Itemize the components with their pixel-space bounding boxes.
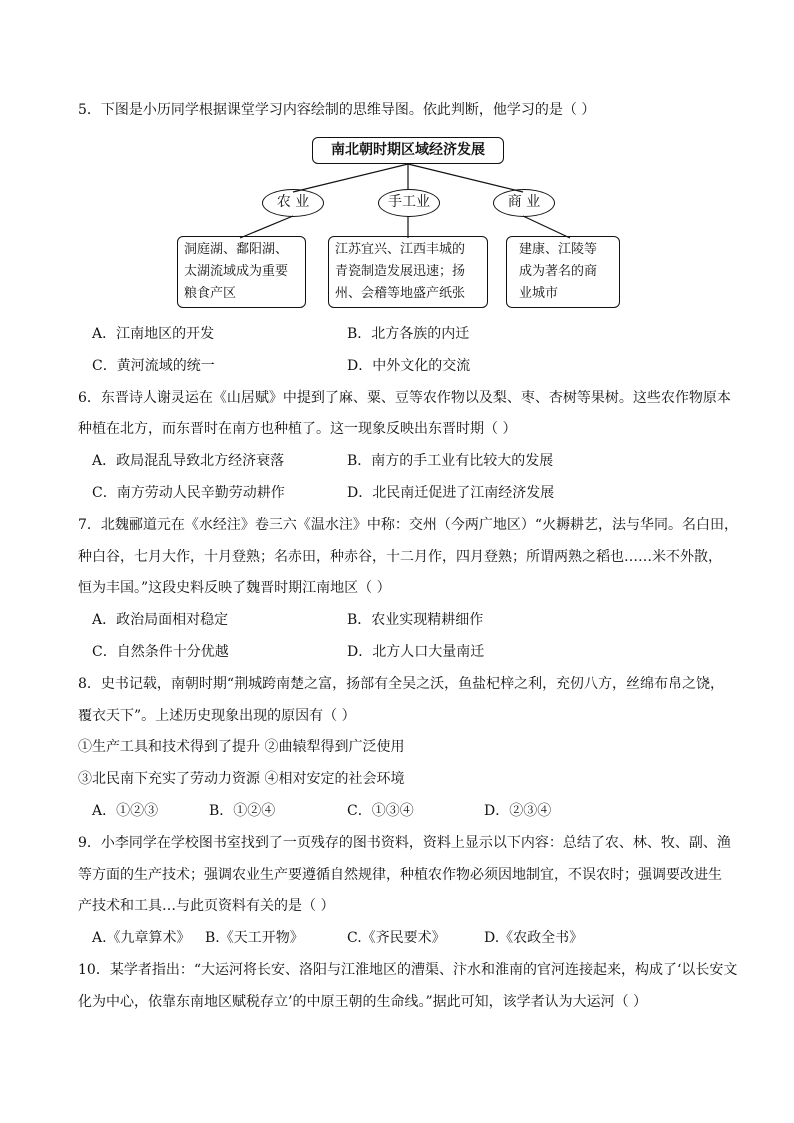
- q9-option-c[interactable]: C.《齐民要术》: [347, 930, 446, 946]
- mindmap-box-handicraft: [328, 236, 488, 308]
- box-line: 业城市: [519, 286, 559, 301]
- box-line: 成为著名的商: [519, 264, 598, 279]
- q8-option-c[interactable]: C．①③④: [347, 803, 414, 819]
- box-line: 青瓷制造发展迅速；扬: [335, 264, 466, 279]
- q9-stem-line-3: 产技术和工具…与此页资料有关的是（ ）: [78, 898, 335, 914]
- q6-option-c[interactable]: C．南方劳动人民辛勤劳动耕作: [92, 485, 285, 501]
- q7-option-c[interactable]: C．自然条件十分优越: [92, 644, 229, 660]
- box-line: 洞庭湖、鄱阳湖、: [184, 242, 289, 257]
- q7-stem-line-1: 7．北魏郦道元在《水经注》卷三六《温水注》中称：交州（今两广地区）“火耨耕艺，法与华同。名白田，: [78, 517, 739, 533]
- q5-option-a[interactable]: A．江南地区的开发: [92, 326, 215, 342]
- box-line: 州、会稽等地盛产纸张: [335, 286, 466, 301]
- q7-stem-line-3: 恒为丰国。”这段史料反映了魏晋时期江南地区（ ）: [78, 580, 391, 596]
- q8-item-line-1: ①生产工具和技术得到了提升 ②曲辕犁得到广泛使用: [78, 739, 405, 755]
- box-line: 建康、江陵等: [519, 242, 598, 257]
- q7-stem-line-2: 种白谷，七月大作，十月登熟；名赤田，种赤谷，十二月作，四月登熟；所谓两熟之稻也……米不外散，: [78, 549, 722, 565]
- q5-option-d[interactable]: D．中外文化的交流: [347, 358, 471, 374]
- q6-option-b[interactable]: B．南方的手工业有比较大的发展: [347, 453, 554, 469]
- q8-option-b[interactable]: B．①②④: [209, 803, 276, 819]
- q10-stem-line-1: 10．某学者指出：“大运河将长安、洛阳与江淮地区的漕渠、汴水和淮南的官河连接起来，构成了‘以长安文: [78, 962, 738, 978]
- mindmap-node-handicraft: 手工业: [378, 189, 440, 217]
- q8-option-a[interactable]: A．①②③: [92, 803, 159, 819]
- box-line: 粮食产区: [184, 286, 237, 301]
- mindmap-title: 南北朝时期区域经济发展: [312, 137, 504, 164]
- q9-option-b[interactable]: B.《天工开物》: [205, 930, 304, 946]
- box-line: 太湖流域成为重要: [184, 264, 289, 279]
- q10-stem-line-2: 化为中心，依靠东南地区赋税存立’的中原王朝的生命线。”据此可知，该学者认为大运河（ ）: [78, 994, 648, 1010]
- q8-option-d[interactable]: D．②③④: [484, 803, 552, 819]
- q7-option-a[interactable]: A．政治局面相对稳定: [92, 612, 229, 628]
- q8-stem-line-2: 覆衣天下”。上述历史现象出现的原因有（ ）: [78, 708, 356, 724]
- mindmap-box-agriculture: [177, 236, 306, 308]
- q9-option-d[interactable]: D.《农政全书》: [484, 930, 584, 946]
- q9-option-a[interactable]: A.《九章算术》: [92, 930, 191, 946]
- q8-stem-line-1: 8．史书记载，南朝时期“荆城跨南楚之富，扬部有全吴之沃，鱼盐杞梓之利，充仞八方，丝绵布帛之饶，: [78, 676, 725, 692]
- q6-option-a[interactable]: A．政局混乱导致北方经济衰落: [92, 453, 285, 469]
- box-line: 江苏宜兴、江西丰城的: [335, 242, 466, 257]
- q9-stem-line-1: 9．小李同学在学校图书室找到了一页残存的图书资料，资料上显示以下内容：总结了农、林、牧、副、渔: [78, 835, 731, 851]
- q6-stem-line-2: 种植在北方，而东晋时在南方也种植了。这一现象反映出东晋时期（ ）: [78, 421, 517, 437]
- mindmap-node-commerce: 商 业: [493, 189, 555, 217]
- q6-option-d[interactable]: D．北民南迁促进了江南经济发展: [347, 485, 555, 501]
- mindmap-node-agriculture: 农 业: [262, 189, 324, 217]
- q6-stem-line-1: 6．东晋诗人谢灵运在《山居赋》中提到了麻、粟、豆等农作物以及梨、枣、杏树等果树。这些农作物原本: [78, 390, 731, 406]
- q5-option-c[interactable]: C．黄河流域的统一: [92, 358, 215, 374]
- q7-option-d[interactable]: D．北方人口大量南迁: [347, 644, 485, 660]
- q5-stem: 5．下图是小历同学根据课堂学习内容绘制的思维导图。依此判断，他学习的是（ ）: [78, 102, 596, 118]
- mindmap-box-commerce: [506, 236, 620, 308]
- q8-item-line-2: ③北民南下充实了劳动力资源 ④相对安定的社会环境: [78, 771, 405, 787]
- q7-option-b[interactable]: B．农业实现精耕细作: [347, 612, 484, 628]
- q9-stem-line-2: 等方面的生产技术；强调农业生产要遵循自然规律，种植农作物必须因地制宜，不误农时；强调要改进生: [78, 867, 722, 883]
- q5-option-b[interactable]: B．北方各族的内迁: [347, 326, 470, 342]
